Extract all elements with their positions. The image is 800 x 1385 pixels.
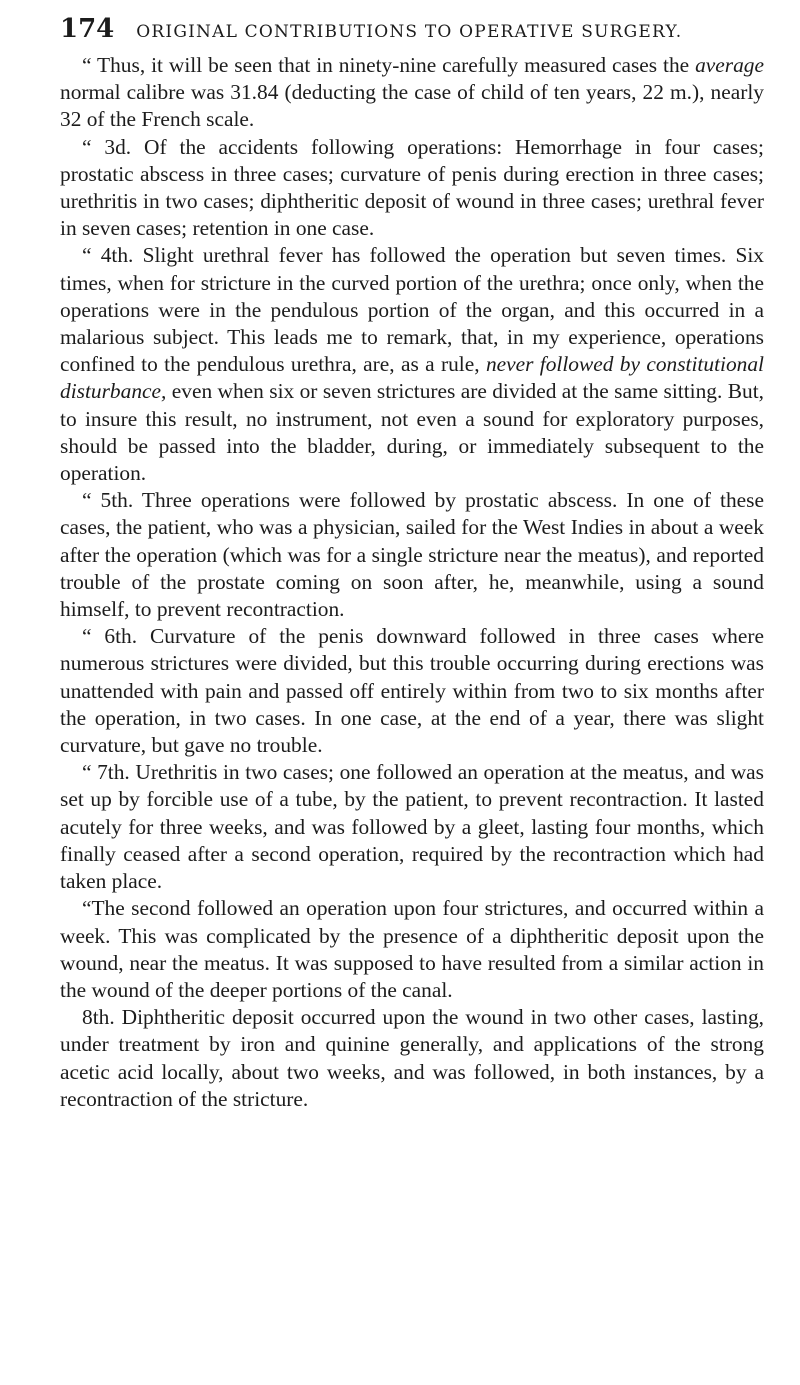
page-number: 174 — [60, 14, 115, 44]
paragraph-second-case: “The second followed an operation upon four strictures, and occurred within a week. This was complicated by the presence of a diphtheritic deposit upon the wound, near the meatus. It was supposed to have resulted from a similar action in the wound of the deeper portions of the canal. — [60, 896, 764, 1002]
body-text — [60, 52, 764, 1113]
book-page — [60, 14, 764, 1113]
paragraph-diphtheritic-deposit: 8th. Diphtheritic deposit occurred upon the wound in two other cases, lasting, under treatment by iron and quinine generally, and applications of the strong acetic acid locally, about two weeks, and was followed, in both instances, by a recontraction of the stricture. — [60, 1005, 764, 1111]
paragraph-accidents: “ 3d. Of the accidents following operations: Hemorrhage in four cases; prostatic abscess in three cases; curvature of penis during erection in three cases; urethritis in two cases; diphtheritic deposit of wound in three cases; urethral fever in seven cases; retention in one case. — [60, 134, 764, 241]
paragraph-curvature: “ 6th. Curvature of the penis downward followed in three cases where numerous strictures were divided, but this trouble occurring during erections was unattended with pain and passed off entirely within from two to six months after the operation, in two cases. In one case, at the end of a year, there was slight curvature, but gave no trouble. — [60, 624, 764, 758]
paragraph-prostatic-abscess: “ 5th. Three operations were followed by prostatic abscess. In one of these cases, the patient, who was a physician, sailed for the West Indies in about a week after the operation (which was for a single stricture near the meatus), and reported trouble of the prostate coming on soon after, he, meanwhile, using a sound himself, to prevent recontraction. — [60, 488, 764, 622]
paragraph-calibre-summary: “ Thus, it will be seen that in ninety-nine carefully measured cases the average normal calibre was 31.84 (deducting the case of child of ten years, 22 m.), nearly 32 of the French scale. — [60, 53, 764, 132]
paragraph-urethritis: “ 7th. Urethritis in two cases; one followed an operation at the meatus, and was set up by forcible use of a tube, by the patient, to prevent recontraction. It lasted acutely for three weeks, and was followed by a gleet, lasting four months, which finally ceased after a second operation, required by the recontraction which had taken place. — [60, 760, 764, 894]
running-head — [60, 14, 764, 44]
running-title: ORIGINAL CONTRIBUTIONS TO OPERATIVE SURGERY. — [136, 22, 683, 42]
paragraph-urethral-fever: “ 4th. Slight urethral fever has followed the operation but seven times. Six times, when for stricture in the curved portion of the urethra; once only, when the operations were in the pendulous portion of the organ, and this occurred in a malarious subject. This leads me to remark, that, in my experience, operations confined to the pendulous urethra, are, as a rule, never followed by constitutional disturbance, even when six or seven strictures are divided at the same sitting. But, to insure this result, no instrument, not even a sound for exploratory purposes, should be passed into the bladder, during, or immediately subsequent to the operation. — [60, 243, 764, 486]
